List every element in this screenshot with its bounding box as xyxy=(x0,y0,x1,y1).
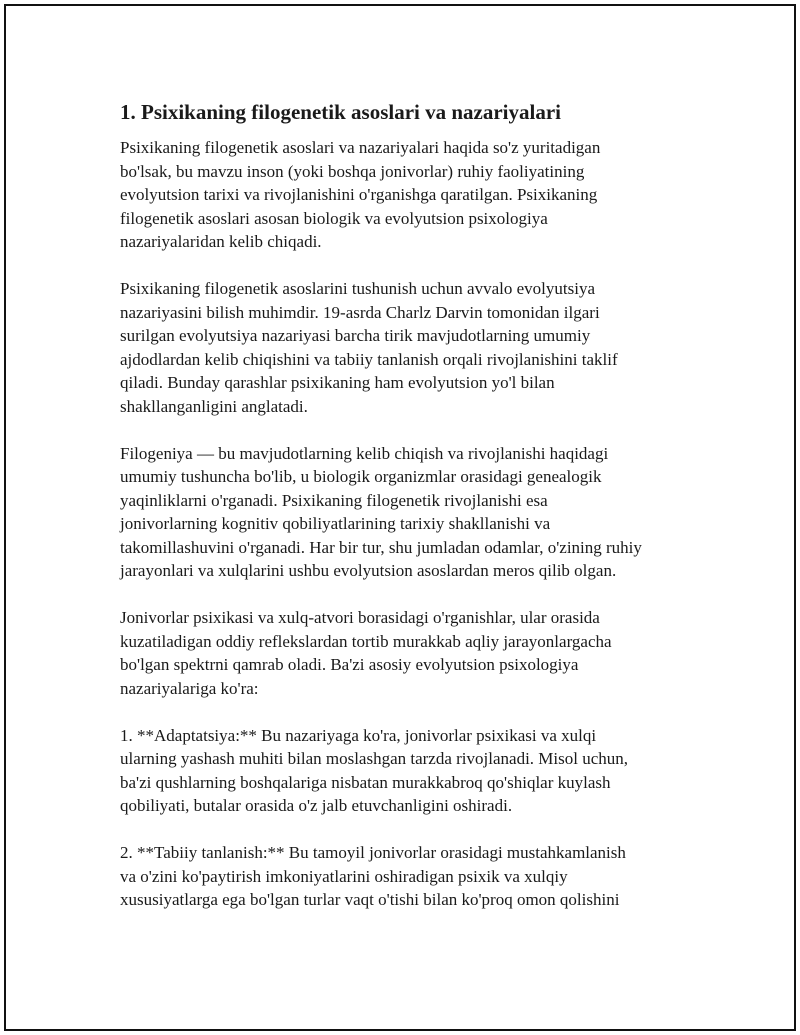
paragraph-intro: Psixikaning filogenetik asoslari va nazariyalari haqida so'z yuritadigan bo'lsak, bu mavzu inson (yoki boshqa jonivorlar) ruhiy faoliyatining evolyutsion tarixi va rivojlanishini o'rganishga qaratilgan. Psixikaning filogenetik asoslari asosan biologik va evolyutsion psixologiya nazariyalaridan kelib chiqadi. xyxy=(120,138,601,251)
paragraph-animal-psyche: Jonivorlar psixikasi va xulq-atvori borasidagi o'rganishlar, ular orasida kuzatiladigan oddiy reflekslardan tortib murakkab aqliy jarayonlargacha bo'lgan spektrni qamrab oladi. Ba'zi asosiy evolyutsion psixologiya nazariyalariga ko'ra: xyxy=(120,608,612,698)
paragraph-evolution-theory: Psixikaning filogenetik asoslarini tushunish uchun avvalo evolyutsiya nazariyasini bilish muhimdir. 19-asrda Charlz Darvin tomonidan ilgari surilgan evolyutsiya nazariyasi barcha tirik mavjudotlarning umumiy ajdodlardan kelib chiqishini va tabiiy tanlanish orqali rivojlanishini taklif qiladi. Bunday qarashlar psixikaning ham evolyutsion yo'l bilan shakllanganligini anglatadi. xyxy=(120,279,618,416)
document-content xyxy=(120,100,710,935)
paragraph-adaptation: 1. **Adaptatsiya:** Bu nazariyaga ko'ra, jonivorlar psixikasi va xulqi ularning yashash muhiti bilan moslashgan tarzda rivojlanadi. Misol uchun, ba'zi qushlarning boshqalariga nisbatan murakkabroq qo'shiqlar kuylash qobiliyati, butalar orasida o'z jalb etuvchanligini oshiradi. xyxy=(120,725,629,815)
document-title: 1. Psixikaning filogenetik asoslari va nazariyalari xyxy=(120,100,562,124)
paragraph-natural-selection: 2. **Tabiiy tanlanish:** Bu tamoyil jonivorlar orasidagi mustahkamlanish va o'zini ko'paytirish imkoniyatlarini oshiradigan psixik va xulqiy xususiyatlarga ega bo'lgan turlar vaqt o'tishi bilan ko'proq omon qolishini xyxy=(120,843,626,909)
document-page xyxy=(4,4,796,1031)
paragraph-phylogeny: Filogeniya — bu mavjudotlarning kelib chiqish va rivojlanishi haqidagi umumiy tushuncha bo'lib, u biologik organizmlar orasidagi genealogik yaqinliklarni o'rganadi. Psixikaning filogenetik rivojlanishi esa jonivorlarning kognitiv qobiliyatlarining tarixiy shakllanishi va takomillashuvini o'rganadi. Har bir tur, shu jumladan odamlar, o'zining ruhiy jarayonlari va xulqlarini ushbu evolyutsion asoslardan meros qilib olgan. xyxy=(120,443,642,580)
